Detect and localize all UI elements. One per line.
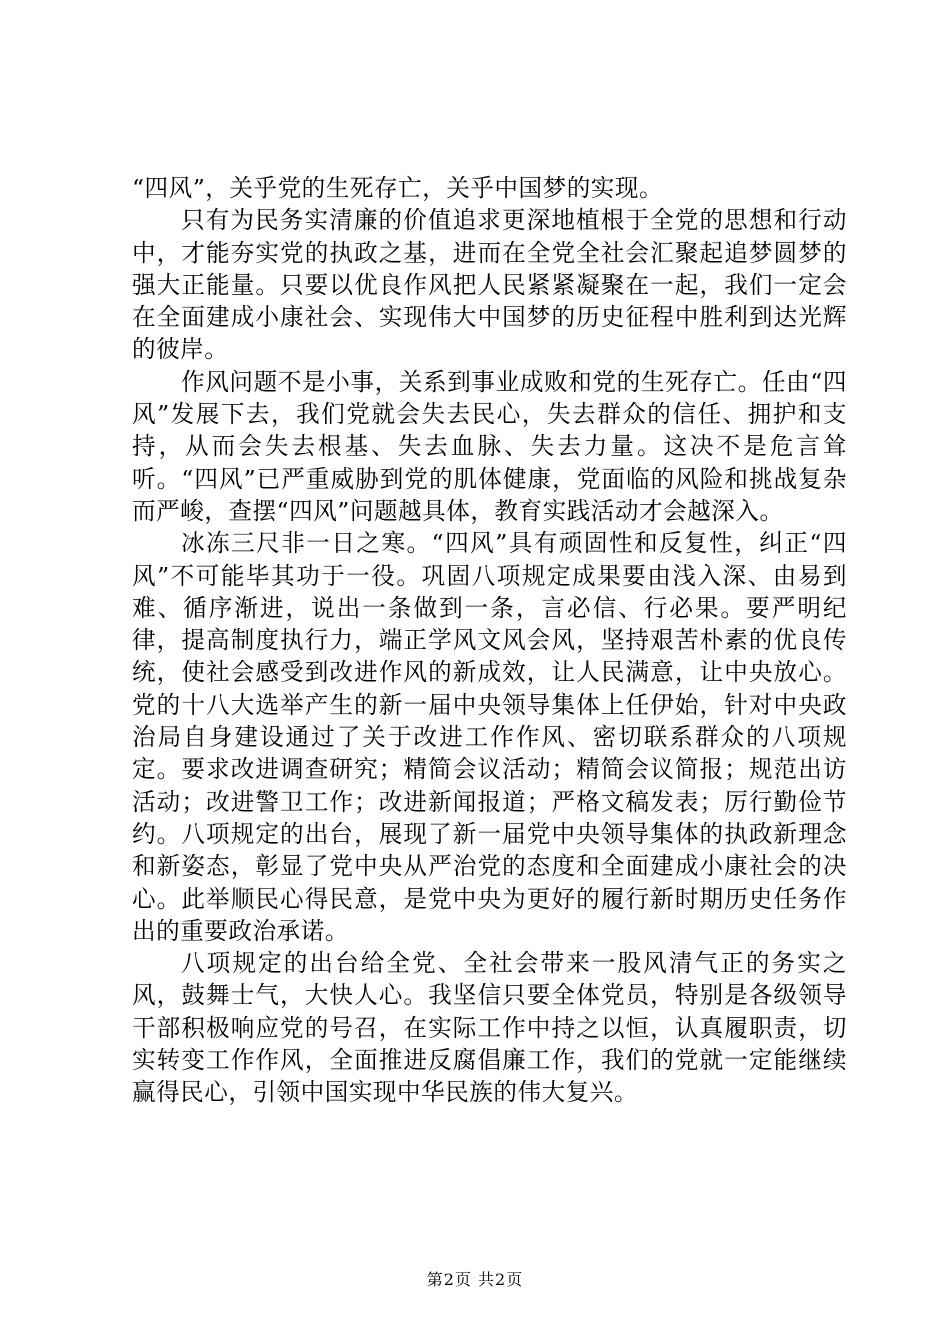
paragraph-1: “四风”，关乎党的生死存亡，关乎中国梦的实现。 <box>132 174 664 202</box>
paragraph-4: 冰冻三尺非一日之寒。“四风”具有顽固性和反复性，纠正“四风”不可能毕其功于一役。巩固八项规定成果要由浅入深、由易到难、循序渐进，说出一条做到一条，言必信、行必果。要严明纪律，提高制度执行力，端正学风文风会风，坚持艰苦朴素的优良传统，使社会感受到改进作风的新成效，让人民满意，让中央放心。党的十八大选举产生的新一届中央领导集体上任伊始，针对中央政治局自身建设通过了关于改进工作作风、密切联系群众的八项规定。要求改进调查研究；精简会议活动；精简会议简报；规范出访活动；改进警卫工作；改进新闻报道；严格文稿发表；厉行勤俭节约。八项规定的出台，展现了新一届党中央领导集体的执政新理念和新姿态，彰显了党中央从严治党的态度和全面建成小康社会的决心。此举顺民心得民意，是党中央为更好的履行新时期历史任务作出的重要政治承诺。 <box>132 529 847 945</box>
paragraph-2: 只有为民务实清廉的价值追求更深地植根于全党的思想和行动中，才能夯实党的执政之基，进而在全党全社会汇聚起追梦圆梦的强大正能量。只要以优良作风把人民紧紧凝聚在一起，我们一定会在全面建成小康社会、实现伟大中国梦的历史征程中胜利到达光辉的彼岸。 <box>132 206 847 364</box>
paragraph-5: 八项规定的出台给全党、全社会带来一股风清气正的务实之风，鼓舞士气，大快人心。我坚信只要全体党员，特别是各级领导干部积极响应党的号召，在实际工作中持之以恒，认真履职责，切实转变工作作风，全面推进反腐倡廉工作，我们的党就一定能继续赢得民心，引领中国实现中华民族的伟大复兴。 <box>132 949 847 1107</box>
document-body <box>132 172 847 1109</box>
page-number-footer: 第2页 共2页 <box>426 1270 524 1289</box>
paragraph-3: 作风问题不是小事，关系到事业成败和党的生死存亡。任由“四风”发展下去，我们党就会失去民心，失去群众的信任、拥护和支持，从而会失去根基、失去血脉、失去力量。这决不是危言耸听。“四风”已严重威胁到党的肌体健康，党面临的风险和挑战复杂而严峻，查摆“四风”问题越具体，教育实践活动才会越深入。 <box>132 367 847 525</box>
